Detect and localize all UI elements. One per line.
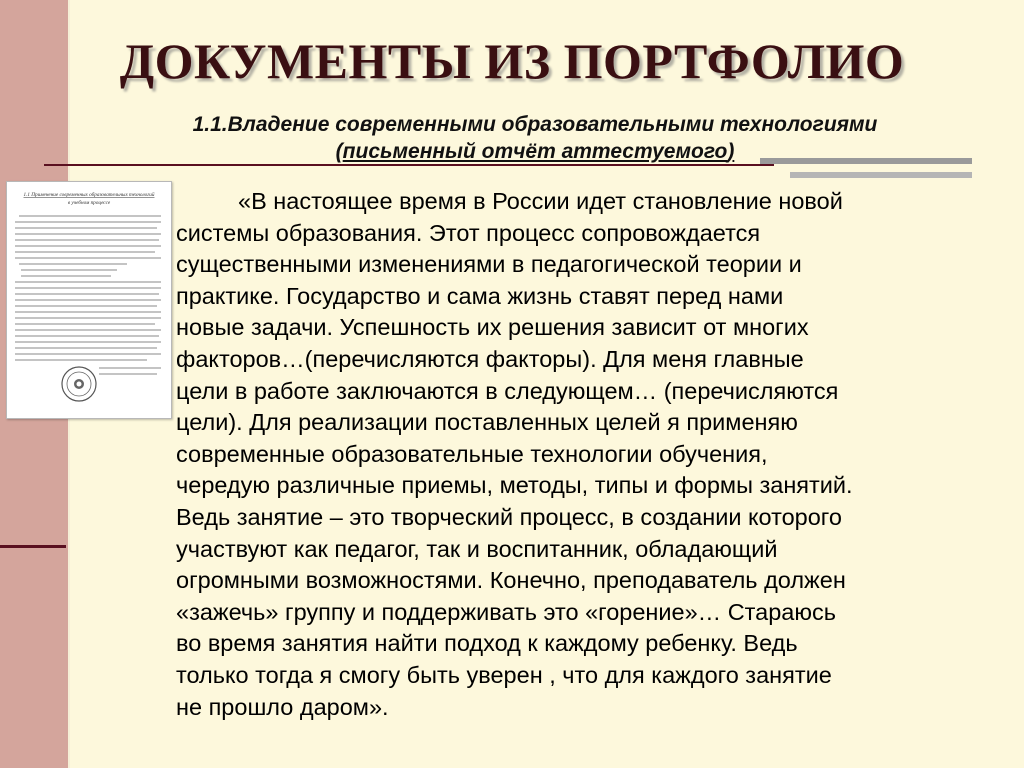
- official-stamp-icon: [62, 367, 96, 401]
- subtitle-report-type: письменный отчёт аттестуемого: [342, 140, 728, 163]
- document-scan-graphic: [7, 182, 171, 418]
- subtitle-close-paren: ): [727, 140, 735, 163]
- report-text-line: Ведь занятие – это творческий процесс, в создании которого: [176, 503, 842, 530]
- subtitle-open-paren: (: [335, 140, 343, 163]
- report-text: [176, 186, 1006, 723]
- report-text-line: существенными изменениями в педагогической теории и: [176, 251, 802, 278]
- report-text-line: практике. Государство и сама жизнь ставят перед нами: [176, 282, 784, 309]
- gray-accent-bar-bottom: [790, 172, 972, 178]
- report-text-line: цели в работе заключаются в следующем… (перечисляются: [176, 377, 839, 404]
- document-heading-line2: в учебном процессе: [67, 200, 111, 206]
- report-text-line: во время занятия найти подход к каждому ребенку. Ведь: [176, 630, 798, 657]
- document-heading-line1: 1.1 Применение современных образовательных технологий: [23, 192, 155, 198]
- report-text-line: не прошло даром».: [176, 693, 389, 720]
- report-text-line: современные образовательные технологии обучения,: [176, 440, 768, 467]
- document-text-lines: [15, 216, 161, 374]
- report-text-line: участвуют как педагог, так и воспитанник, обладающий: [176, 535, 778, 562]
- report-text-line: цели). Для реализации поставленных целей я применяю: [176, 409, 798, 436]
- report-text-line: огромными возможностями. Конечно, преподаватель должен: [176, 567, 846, 594]
- gray-accent-bar-top: [760, 158, 972, 164]
- report-text-line: новые задачи. Успешность их решения зависит от многих: [176, 314, 809, 341]
- report-text-line: факторов…(перечисляются факторы). Для меня главные: [176, 345, 804, 372]
- left-accent-line: [0, 545, 66, 548]
- document-scan-image: [6, 181, 172, 419]
- report-text-line: «зажечь» группу и поддерживать это «горение»… Стараюсь: [176, 598, 836, 625]
- slide-subtitle-line1: 1.1.Владение современными образовательными технологиями: [192, 113, 878, 136]
- slide-title: ДОКУМЕНТЫ ИЗ ПОРТФОЛИО: [119, 33, 905, 89]
- report-text-line: системы образования. Этот процесс сопровождается: [176, 219, 761, 246]
- report-text-line: «В настоящее время в России идет становление новой: [238, 188, 843, 214]
- report-text-line: только тогда я смогу быть уверен , что для каждого занятие: [176, 661, 832, 688]
- title-divider-line: [44, 164, 774, 166]
- report-text-line: чередую различные приемы, методы, типы и формы занятий.: [176, 472, 853, 499]
